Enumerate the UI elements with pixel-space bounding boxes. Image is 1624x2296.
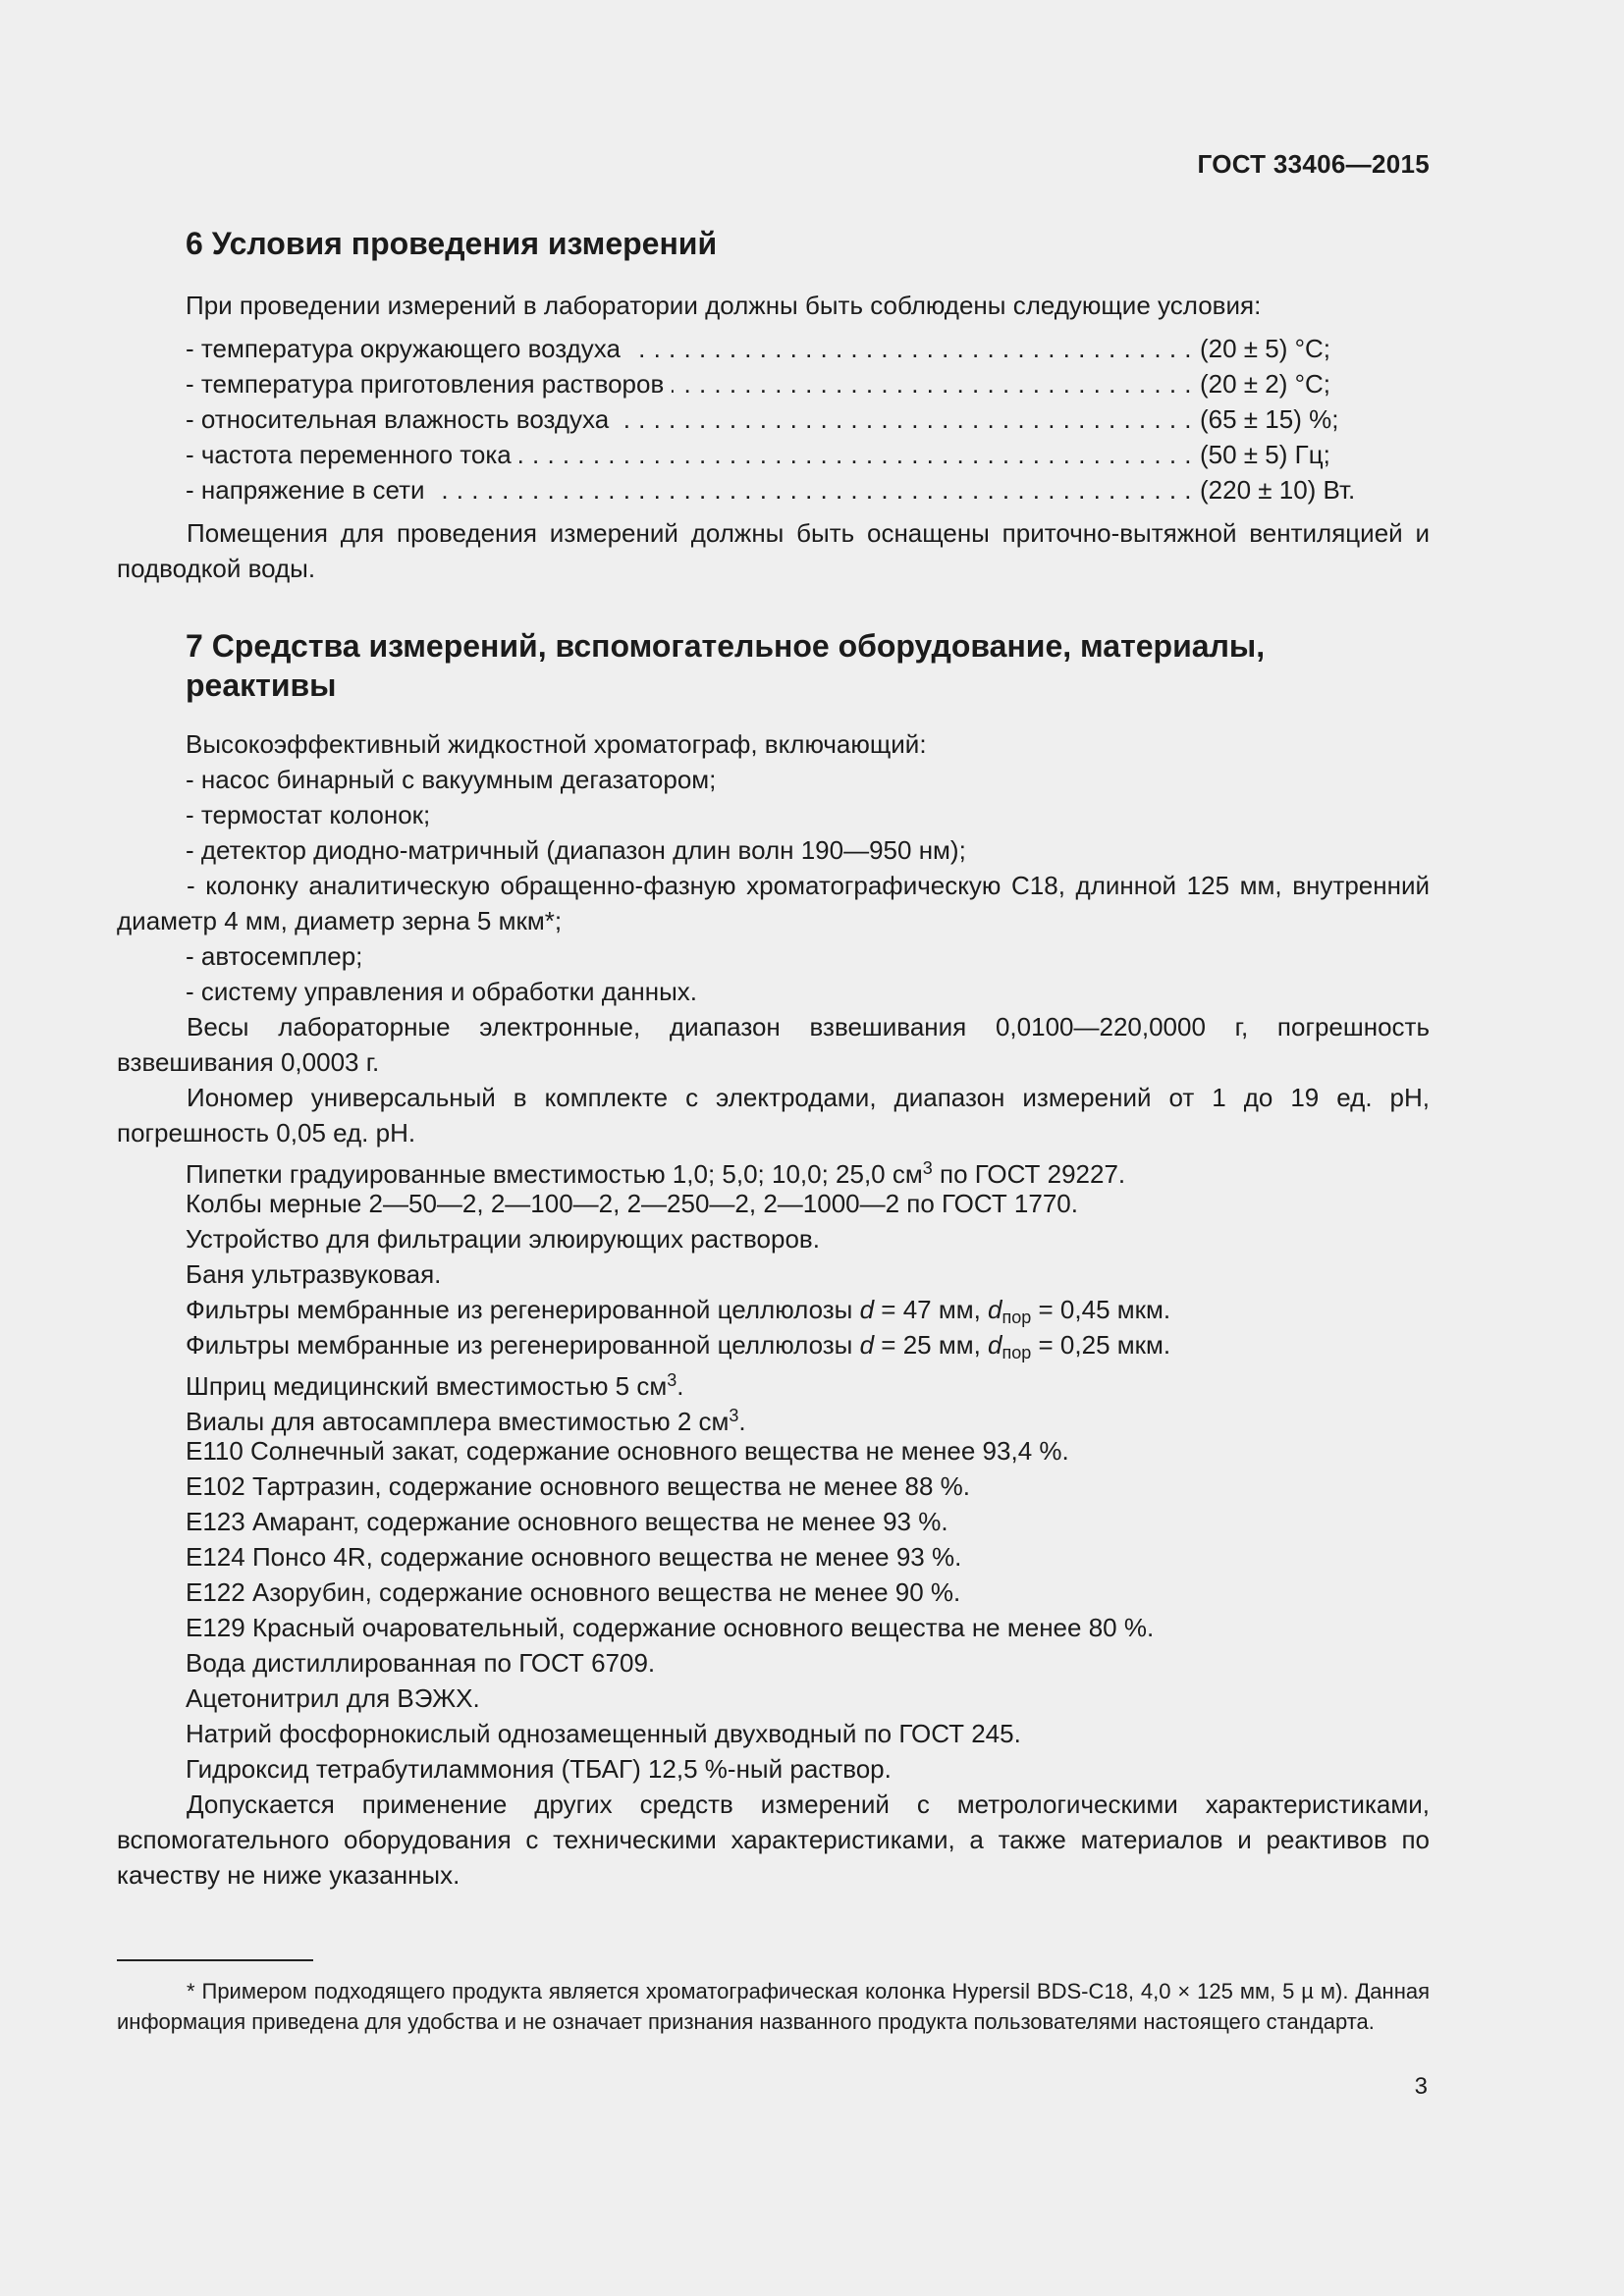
chromatograph-text: Высокоэффективный жидкостной хроматограф, включающий: xyxy=(186,729,927,759)
vials-text-main: Виалы для автосамплера вместимостью 2 см xyxy=(186,1407,730,1436)
period: . xyxy=(677,1371,684,1401)
subscript: пор xyxy=(1001,1343,1032,1362)
filtration-text: Устройство для фильтрации элюирующих растворов. xyxy=(186,1224,820,1254)
list-item: - детектор диодно-матричный (диапазон длин волн 190—950 нм); xyxy=(186,835,966,865)
dye-item: Е124 Понсо 4R, содержание основного вещества не менее 93 %. xyxy=(186,1542,962,1572)
condition-label: - температура окружающего воздуха xyxy=(186,334,621,363)
section-6-note: Помещения для проведения измерений должны быть оснащены приточно-вытяжной вентиляцией и подводкой воды. xyxy=(117,518,1430,583)
scales-text: Весы лабораторные электронные, диапазон взвешивания 0,0100—220,0000 г, погрешность взвешивания 0,0003 г. xyxy=(117,1012,1430,1077)
syringe-text-main: Шприц медицинский вместимостью 5 см xyxy=(186,1371,668,1401)
symbol-d: d xyxy=(859,1330,875,1360)
condition-row xyxy=(186,401,1367,437)
footnote-separator xyxy=(117,1959,313,1961)
section-7-title-line2: реактивы xyxy=(186,667,337,703)
condition-value: (20 ± 5) °С; xyxy=(1200,334,1331,363)
period: . xyxy=(738,1407,746,1436)
section-6-title: 6 Условия проведения измерений xyxy=(186,226,718,261)
water-text: Вода дистиллированная по ГОСТ 6709. xyxy=(186,1648,656,1678)
footnote xyxy=(117,1976,1430,2037)
allowance-text: Допускается применение других средств измерений с метрологическими характеристиками, вспомогательного оборудования с техническими характеристиками, а также материалов и реактивов по качеству не ниже указанных. xyxy=(117,1789,1430,1890)
symbol-d: d xyxy=(859,1295,875,1324)
document-id: ГОСТ 33406—2015 xyxy=(1197,149,1430,179)
filter-text-part: = 0,25 мкм. xyxy=(1031,1330,1171,1360)
footnote-text: * Примером подходящего продукта является хроматографическая колонка Hypersil BDS-C18, 4,0 × 125 мм, 5 µ м). Данная информация приведена для удобства и не означает признания названного продукта пользователями настоящего стандарта. xyxy=(117,1979,1430,2034)
condition-row xyxy=(186,331,1367,366)
superscript: 3 xyxy=(667,1370,677,1390)
list-item: - автосемплер; xyxy=(186,941,363,971)
section-7-title-line1: 7 Средства измерений, вспомогательное оборудование, материалы, xyxy=(186,628,1266,664)
condition-label: - напряжение в сети xyxy=(186,475,425,505)
dye-item: Е129 Красный очаровательный, содержание основного вещества не менее 80 %. xyxy=(186,1613,1155,1642)
superscript: 3 xyxy=(922,1158,933,1178)
filter-text-part: = 47 мм, xyxy=(874,1295,989,1324)
flasks-text: Колбы мерные 2—50—2, 2—100—2, 2—250—2, 2—1000—2 по ГОСТ 1770. xyxy=(186,1189,1078,1218)
list-item: - систему управления и обработки данных. xyxy=(186,977,697,1006)
subscript: пор xyxy=(1001,1308,1032,1327)
list-item: - насос бинарный с вакуумным дегазатором; xyxy=(186,765,717,794)
sodium-text: Натрий фосфорнокислый однозамещенный двухводный по ГОСТ 245. xyxy=(186,1719,1021,1748)
dye-item: Е122 Азорубин, содержание основного вещества не менее 90 %. xyxy=(186,1577,961,1607)
filter-text-part: Фильтры мембранные из регенерированной целлюлозы xyxy=(186,1295,860,1324)
bath-text: Баня ультразвуковая. xyxy=(186,1259,442,1289)
dye-item: Е110 Солнечный закат, содержание основного вещества не менее 93,4 %. xyxy=(186,1436,1069,1466)
pipettes-text-standard: по ГОСТ 29227. xyxy=(932,1159,1126,1189)
condition-value: (20 ± 2) °С; xyxy=(1200,369,1331,399)
condition-row xyxy=(186,366,1367,401)
list-item-column: - колонку аналитическую обращенно-фазную хроматографическую С18, длинной 125 мм, внутренний диаметр 4 мм, диаметр зерна 5 мкм*; xyxy=(117,871,1430,935)
dye-item: Е123 Амарант, содержание основного вещества не менее 93 %. xyxy=(186,1507,948,1536)
condition-row xyxy=(186,437,1367,472)
condition-label: - относительная влажность воздуха xyxy=(186,404,610,434)
filter-text-part: = 0,45 мкм. xyxy=(1031,1295,1171,1324)
acetonitrile-text: Ацетонитрил для ВЭЖХ. xyxy=(186,1683,480,1713)
ionomer-text: Иономер универсальный в комплекте с электродами, диапазон измерений от 1 до 19 ед. рН, погрешность 0,05 ед. рН. xyxy=(117,1083,1430,1148)
section-6-intro: При проведении измерений в лаборатории должны быть соблюдены следующие условия: xyxy=(186,291,1262,320)
condition-value: (65 ± 15) %; xyxy=(1200,404,1339,434)
filter-text-part: = 25 мм, xyxy=(874,1330,989,1360)
symbol-d: d xyxy=(988,1330,1002,1360)
page-number: 3 xyxy=(1414,2073,1428,2100)
condition-label: - температура приготовления растворов xyxy=(186,369,665,399)
list-item: - термостат колонок; xyxy=(186,800,431,829)
condition-value: (50 ± 5) Гц; xyxy=(1200,440,1330,469)
tbah-text: Гидроксид тетрабутиламмония (ТБАГ) 12,5 %-ный раствор. xyxy=(186,1754,892,1784)
symbol-d: d xyxy=(988,1295,1002,1324)
dye-item: Е102 Тартразин, содержание основного вещества не менее 88 %. xyxy=(186,1471,971,1501)
pipettes-text-main: Пипетки градуированные вместимостью 1,0; 5,0; 10,0; 25,0 см xyxy=(186,1159,923,1189)
condition-value: (220 ± 10) Вт. xyxy=(1200,475,1356,505)
filter-text-part: Фильтры мембранные из регенерированной целлюлозы xyxy=(186,1330,860,1360)
superscript: 3 xyxy=(729,1406,739,1425)
condition-row xyxy=(186,472,1367,507)
condition-label: - частота переменного тока xyxy=(186,440,512,469)
